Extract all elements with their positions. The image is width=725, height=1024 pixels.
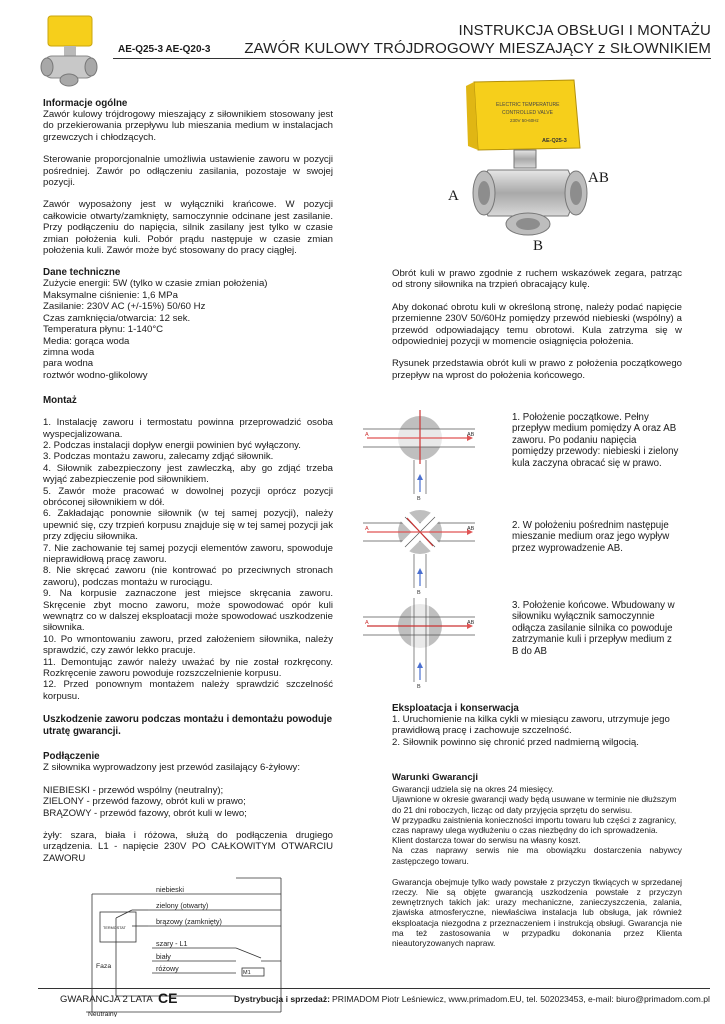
diagram-label-szary: szary - L1: [156, 939, 188, 948]
diagram-2-label-ab: AB: [467, 526, 475, 532]
header-rule: [113, 58, 711, 59]
tech-line: Temperatura płynu: 1-140°C: [43, 324, 164, 336]
tech-line: para wodna: [43, 358, 94, 370]
general-paragraph-3: Zawór wyposażony jest w wyłączniki krańcowe. W pozycji całkowicie otwarty/zamknięty, samoczynnie odcinane jest zasilanie. Przy podłączeniu do napięcia, silnik zasilany jest tylko w czasie zmian położenia kuli. Pobór prądu następuje w czasie zmian położenia kuli. Zawór może być stosowany do pracy ciągłej.: [43, 199, 333, 257]
mount-item: 11. Demontując zawór należy uważać by nie został rozkręcony. Rozkręcenie zaworu powoduje rozszczelnienie korpusu.: [43, 656, 333, 680]
warranty-p6: Gwarancja obejmuje tylko wady powstałe z przyczyn tkwiących w sprzedanej rzeczy. Nie są objęte gwarancją uszkodzenia powstałe z przyczyn zewnętrznych takich jak: urazy mechaniczne, zanieczyszczenia, zalania, zjawiska atmosferyczne, niewłaściwa instalacja lub obsługa, jak również eksploatacja niezgodna z przeznaczeniem i instrukcją obsługi. Gwarancja nie ma też zastosowania w przypadku dokonania przez Klienta nieautoryzowanych napraw.: [392, 876, 682, 949]
wire-line: ZIELONY - przewód fazowy, obrót kuli w prawo;: [43, 796, 246, 808]
footer-distribution-text: PRIMADOM Piotr Leśniewicz, www.primadom.EU, tel. 502023453, e-mail: biuro@primadom.com.pl: [332, 994, 710, 1004]
diagram-1-label-b: B: [417, 496, 421, 500]
diagram-1-label-a: A: [365, 432, 369, 438]
page-subtitle: ZAWÓR KULOWY TRÓJDROGOWY MIESZAJĄCY z SIŁOWNIKIEM: [244, 40, 711, 57]
operation-section: [392, 703, 688, 748]
wiring-intro: Z siłownika wyprowadzony jest przewód zasilający 6-żyłowy:: [43, 762, 300, 774]
mount-warning: Uszkodzenie zaworu podczas montażu i demontażu powoduje utratę gwarancji.: [43, 714, 333, 737]
product-label-b: B: [533, 238, 544, 254]
product-illustration: [430, 78, 620, 260]
tech-line: Czas zamknięcia/otwarcia: 12 sek.: [43, 312, 191, 324]
footer-rule: [38, 988, 710, 989]
rotation-section: [392, 268, 682, 381]
operation-heading: Eksploatacja i konserwacja: [392, 703, 519, 714]
actuator-text-2: CONTROLLED VALVE: [502, 110, 553, 116]
diagram-label-bialy: biały: [156, 952, 171, 961]
diagram-label-m1: M1: [243, 970, 251, 976]
wiring-note: żyły: szara, biała i różowa, służą do podłączenia drugiego urządzenia. L1 - napięcie 230V PO CAŁKOWITYM OTWARCIU ZAWORU: [43, 829, 333, 864]
mount-item: 4. Siłownik zabezpieczony jest zawleczką, aby go zdjąć trzeba wyjąć zabezpieczenie pod siłownikiem.: [43, 462, 333, 486]
mount-item: 8. Nie skręcać zaworu (nie kontrować po przeciwnych stronach zaworu), podczas montażu w rurociągu.: [43, 565, 333, 588]
tech-heading: Dane techniczne: [43, 267, 121, 279]
warranty-p2: Ujawnione w okresie gwarancji wady będą usuwane w terminie nie dłuższym do 21 dni roboczych, licząc od daty przyjęcia sprzętu do serwisu.: [392, 794, 677, 815]
footer-warranty: GWARANCJA 2 LATA: [60, 994, 153, 1005]
operation-line: 1. Uruchomienie na kilka cykli w miesiącu zaworu, utrzymuje jego prawidłową pracę i zachowuje szczelność.: [392, 714, 670, 737]
position-3-text: 3. Położenie końcowe. Wbudowany w siłowniku wyłącznik samoczynnie odłącza zasilanie silnika co powoduje zatrzymanie kuli i przepływ medium z B do AB: [512, 600, 675, 657]
tech-line: Media: gorąca woda: [43, 335, 130, 347]
page-title: INSTRUKCJA OBSŁUGI I MONTAŻU: [458, 22, 711, 39]
tech-line: zimna woda: [43, 346, 95, 358]
diagram-label-faza: Faza: [96, 963, 112, 970]
rotation-paragraph-2: Aby dokonać obrotu kuli w określoną stronę, należy podać napięcie przemienne 230V 50/60Hz pomiędzy przewód niebieski (wspólny) a przewód odpowiadający temu obrotowi. Kula zatrzyma się w odpowiedniej pozycji w momencie osiągnięcia położenia.: [392, 301, 682, 348]
diagram-3-label-a: A: [365, 620, 369, 626]
header-thumbnail: [38, 14, 100, 88]
rotation-paragraph-1: Obrót kuli w prawo zgodnie z ruchem wskazówek zegara, patrząc od strony siłownika na trzpień obracający kulę.: [392, 268, 682, 291]
tech-line: roztwór wodno-glikolowy: [43, 369, 148, 381]
diagram-label-zielony: zielony (otwarty): [156, 901, 209, 910]
product-label-ab: AB: [588, 170, 609, 186]
tech-list: [43, 278, 333, 381]
mount-item: 12. Przed ponownym montażem należy sprawdzić szczelność korpusu.: [43, 679, 333, 702]
diagram-label-niebieski: niebieski: [156, 885, 184, 894]
general-paragraph-2: Sterowanie proporcjonalnie umożliwia ustawienie zaworu w pozycji pośredniej. Zawór po odłączeniu zasilania, pozostaje w swojej pozycji.: [43, 154, 333, 189]
diagram-label-brazowy: brązowy (zamknięty): [156, 917, 222, 926]
warranty-p4: Klient dostarcza towar do serwisu na własny koszt.: [392, 835, 581, 846]
position-diagram-1: [363, 410, 483, 500]
mount-item: 1. Instalację zaworu i termostatu powinna przeprowadzić osoba wyspecjalizowana.: [43, 417, 333, 440]
mount-list: [43, 417, 333, 702]
position-diagram-2: [363, 504, 483, 594]
mount-heading: Montaż: [43, 395, 77, 407]
footer-distribution-label: Dystrybucja i sprzedaż:: [234, 994, 330, 1004]
tech-line: Zasilanie: 230V AC (+/-15%) 50/60 Hz: [43, 301, 206, 313]
diagram-3-label-b: B: [417, 684, 421, 688]
warranty-p1: Gwarancji udziela się na okres 24 miesięcy.: [392, 784, 554, 795]
model-number: AE-Q25-3 AE-Q20-3: [118, 44, 211, 55]
general-paragraph-1: Zawór kulowy trójdrogowy mieszający z siłownikiem stosowany jest do przekierowania przepływu lub mieszania medium w instalacjach grzewczych i chłodzących.: [43, 109, 333, 143]
warranty-p5: Na czas naprawy serwis nie ma obowiązku dostarczenia nabywcy zastępczego towaru.: [392, 845, 682, 866]
wiring-heading: Podłączenie: [43, 751, 100, 763]
diagram-label-neutralny: Neutralny: [88, 1011, 118, 1017]
warranty-p3: W przypadku zaistnienia konieczności importu towaru lub części z zagranicy, czas naprawy ulega wydłużeniu o czas niezbędny do ich sprowadzenia.: [392, 814, 677, 836]
mount-item: 6. Zakładając ponownie siłownik (w tej samej pozycji), należy upewnić się, czy trzpień korpusu znajduje się w tej samej pozycji jak przy zdjęciu siłownika.: [43, 508, 333, 543]
mount-item: 2. Podczas instalacji dopływ energii powinien być wyłączony.: [43, 439, 301, 451]
diagram-label-termostat: TERMOSTAT: [103, 926, 126, 930]
left-column: [43, 98, 333, 864]
mount-item: 7. Nie zachowanie tej samej pozycji elementów zaworu, spowoduje nieprawidłową pracę zaworu.: [43, 542, 333, 565]
warranty-heading: Warunki Gwarancji: [392, 772, 479, 783]
position-diagram-3: [363, 598, 483, 688]
diagram-label-rozowy: różowy: [156, 964, 179, 973]
mount-item: 3. Podczas montażu zaworu, zalecamy zdjąć siłownik.: [43, 451, 274, 463]
product-label-a: A: [448, 188, 459, 204]
ce-mark: CE: [158, 990, 178, 1006]
position-2-text: 2. W położeniu pośrednim następuje mieszanie medium oraz jego wypływ przez wyprowadzenie AB.: [512, 520, 670, 554]
diagram-3-label-ab: AB: [467, 620, 475, 626]
wire-line: NIEBIESKI - przewód wspólny (neutralny);: [43, 784, 224, 796]
position-1-text: 1. Położenie początkowe. Pełny przepływ medium pomiędzy A oraz AB zaworu. Po podaniu napięcia pomiędzy przewody: niebieski i zielony kula zaczyna obracać się w prawo.: [512, 412, 679, 469]
mount-item: 5. Zawór może pracować w dowolnej pozycji oprócz pozycji obróconej siłownikiem w dół.: [43, 485, 333, 508]
mount-item: 9. Na korpusie zaznaczone jest miejsce skręcania zaworu. Skręcenie zbyt mocno zaworu, może spowodować opór kuli wewnątrz co w dalszej eksploatacji może spowodować uszkodzenie siłownika.: [43, 588, 333, 634]
actuator-model: AE-Q25-3: [542, 138, 567, 144]
mount-item: 10. Po wmontowaniu zaworu, przed założeniem siłownika, należy sprawdzić, czy zawór lekko pracuje.: [43, 633, 333, 657]
actuator-text-3: 230V 50-60Hz: [510, 118, 539, 123]
rotation-paragraph-3: Rysunek przedstawia obrót kuli w prawo z położenia początkowego przepływ na wprost do położenia końcowego.: [392, 358, 682, 381]
tech-line: Zużycie energii: 5W (tylko w czasie zmian położenia): [43, 278, 268, 290]
actuator-text-1: ELECTRIC TEMPERATURE: [496, 102, 560, 108]
warranty-section: [392, 773, 682, 948]
tech-line: Maksymalne ciśnienie: 1,6 MPa: [43, 289, 178, 301]
diagram-1-label-ab: AB: [467, 432, 475, 438]
diagram-2-label-a: A: [365, 526, 369, 532]
operation-line: 2. Siłownik powinno się chronić przed nadmierną wilgocią.: [392, 736, 639, 748]
general-heading: Informacje ogólne: [43, 98, 128, 109]
diagram-2-label-b: B: [417, 590, 421, 594]
wire-line: BRĄZOWY - przewód fazowy, obrót kuli w lewo;: [43, 807, 247, 819]
